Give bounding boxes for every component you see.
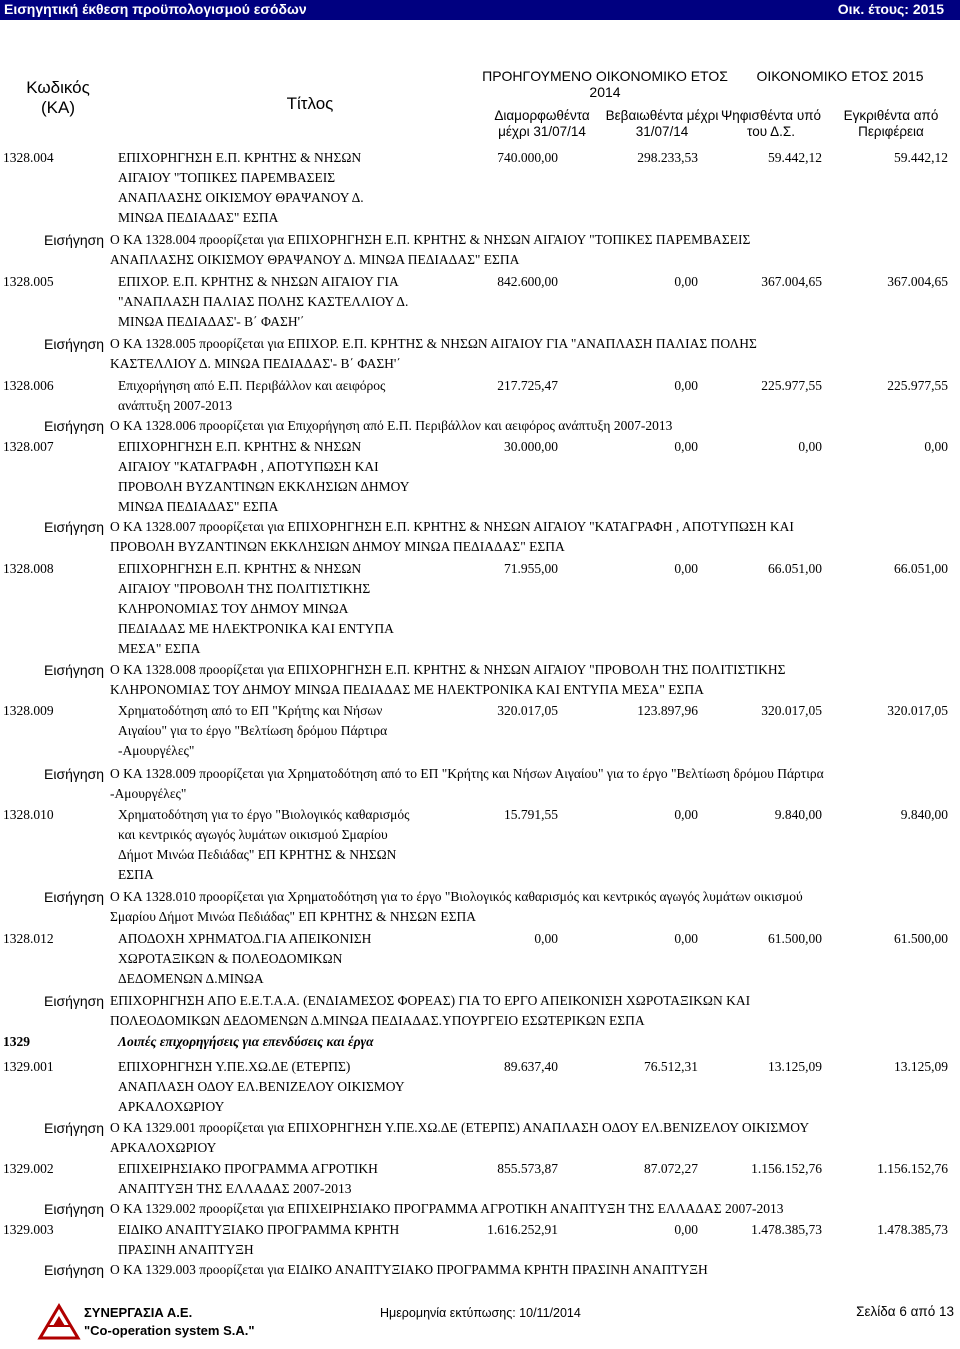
column-certified-header: Βεβαιωθέντα μέχρι 31/07/14 [605,108,719,139]
voted-amount: 1.156.152,76 [751,1161,822,1176]
page-number: Σελίδα 6 από 13 [856,1304,954,1319]
company-name-english: "Co-operation system S.A." [84,1323,255,1338]
formed-amount: 71.955,00 [504,561,558,576]
formed-amount: 0,00 [534,931,558,946]
proposal-text: Ο ΚΑ 1328.006 προορίζεται για Επιχορήγηση από Ε.Π. Περιβάλλον και αειφόρος ανάπτυξη 2007-2013 [110,418,673,433]
voted-amount: 1.478.385,73 [751,1222,822,1237]
formed-amount: 89.637,40 [504,1059,558,1074]
formed-amount: 1.616.252,91 [487,1222,558,1237]
column-group-previous-year: ΠΡΟΗΓΟΥΜΕΝΟ ΟΙΚΟΝΟΜΙΚΟ ΕΤΟΣ 2014 [482,68,728,101]
formed-amount: 842.600,00 [497,274,558,289]
approved-amount: 0,00 [924,439,948,454]
account-code: 1328.009 [3,703,54,718]
approved-amount: 9.840,00 [900,807,948,822]
column-code-header: Κωδικός (ΚΑ) [26,78,90,117]
voted-amount: 59.442,12 [768,150,822,165]
proposal-text: Ο ΚΑ 1328.008 προορίζεται για ΕΠΙΧΟΡΗΓΗΣΗ Ε.Π. ΚΡΗΤΗΣ & ΝΗΣΩΝ ΑΙΓΑΙΟΥ "ΠΡΟΒΟΛΗ ΤΗΣ ΠΟΛΙΤΙΣΤΙΚΗΣ ΚΛΗΡΟΝΟΜΙΑΣ ΤΟΥ ΔΗΜΟΥ ΜΙΝΩΑ ΠΕΔΙΑΔΑΣ ΜΕ ΗΛΕΚΤΡΟΝΙΚΑ ΚΑΙ ΕΝΤΥΠΑ ΜΕΣΑ" ΕΣΠΑ [110,662,786,697]
proposal-text: Ο ΚΑ 1329.003 προορίζεται για ΕΙΔΙΚΟ ΑΝΑΠΤΥΞΙΑΚΟ ΠΡΟΓΡΑΜΜΑ ΚΡΗΤΗ ΠΡΑΣΙΝΗ ΑΝΑΠΤΥΞΗ [110,1262,708,1277]
account-code: 1328.006 [3,378,54,393]
account-title: Χρηματοδότηση για το έργο "Βιολογικός καθαρισμός και κεντρικός αγωγός λυμάτων οικισμού Σμαρίου Δήμοτ Μινώα Πεδιάδας" ΕΠ ΚΡΗΤΗΣ & ΝΗΣΩΝ ΕΣΠΑ [118,807,410,882]
proposal-text: Ο ΚΑ 1329.001 προορίζεται για ΕΠΙΧΟΡΗΓΗΣΗ Υ.ΠΕ.ΧΩ.ΔΕ (ΕΤΕΡΠΣ) ΑΝΑΠΛΑΣΗ ΟΔΟΥ ΕΛ.ΒΕΝΙΖΕΛΟΥ ΟΙΚΙΣΜΟΥ ΑΡΚΑΛΟΧΩΡΙΟΥ [110,1120,810,1155]
formed-amount: 740.000,00 [497,150,558,165]
account-title: ΕΠΙΧΟΡ. Ε.Π. ΚΡΗΤΗΣ & ΝΗΣΩΝ ΑΙΓΑΙΟΥ ΓΙΑ "ΑΝΑΠΛΑΣΗ ΠΑΛΙΑΣ ΠΟΛΗΣ ΚΑΣΤΕΛΛΙΟΥ Δ. ΜΙΝΩΑ ΠΕΔΙΑΔΑΣ'- Β΄ ΦΑΣΗ'΄ [118,274,409,329]
certified-amount: 298.233,53 [637,150,698,165]
certified-amount: 0,00 [674,274,698,289]
formed-amount: 30.000,00 [504,439,558,454]
formed-amount: 15.791,55 [504,807,558,822]
proposal-label: Εισήγηση [44,662,105,678]
certified-amount: 0,00 [674,561,698,576]
proposal-text: ΕΠΙΧΟΡΗΓΗΣΗ ΑΠΟ Ε.Ε.Τ.Α.Α. (ΕΝΔΙΑΜΕΣΟΣ ΦΟΡΕΑΣ) ΓΙΑ ΤΟ ΕΡΓΟ ΑΠΕΙΚΟΝΙΣΗ ΧΩΡΟΤΑΞΙΚΩΝ ΚΑΙ ΠΟΛΕΟΔΟΜΙΚΩΝ ΔΕΔΟΜΕΝΩΝ Δ.ΜΙΝΩΑ ΠΕΔΙΑΔΑΣ.ΥΠΟΥΡΓΕΙΟ ΕΣΩΤΕΡΙΚΩΝ ΕΣΠΑ [110,993,751,1028]
column-voted-header: Ψηφισθέντα υπό του Δ.Σ. [720,108,822,139]
approved-amount: 13.125,09 [894,1059,948,1074]
account-title: ΕΠΙΧΟΡΗΓΗΣΗ Ε.Π. ΚΡΗΤΗΣ & ΝΗΣΩΝ ΑΙΓΑΙΟΥ "ΠΡΟΒΟΛΗ ΤΗΣ ΠΟΛΙΤΙΣΤΙΚΗΣ ΚΛΗΡΟΝΟΜΙΑΣ ΤΟΥ ΔΗΜΟΥ ΜΙΝΩΑ ΠΕΔΙΑΔΑΣ ΜΕ ΗΛΕΚΤΡΟΝΙΚΑ ΚΑΙ ΕΝΤΥΠΑ ΜΕΣΑ" ΕΣΠΑ [118,561,394,656]
account-title: ΕΠΙΧΟΡΗΓΗΣΗ Υ.ΠΕ.ΧΩ.ΔΕ (ΕΤΕΡΠΣ) ΑΝΑΠΛΑΣΗ ΟΔΟΥ ΕΛ.ΒΕΝΙΖΕΛΟΥ ΟΙΚΙΣΜΟΥ ΑΡΚΑΛΟΧΩΡΙΟΥ [118,1059,405,1114]
column-approved-header: Εγκριθέντα από Περιφέρεια [843,108,939,139]
account-code: 1328.010 [3,807,54,822]
proposal-text: Ο ΚΑ 1328.007 προορίζεται για ΕΠΙΧΟΡΗΓΗΣΗ Ε.Π. ΚΡΗΤΗΣ & ΝΗΣΩΝ ΑΙΓΑΙΟΥ "ΚΑΤΑΓΡΑΦΗ , ΑΠΟΤΥΠΩΣΗ ΚΑΙ ΠΡΟΒΟΛΗ ΒΥΖΑΝΤΙΝΩΝ ΕΚΚΛΗΣΙΩΝ ΔΗΜΟΥ ΜΙΝΩΑ ΠΕΔΙΑΔΑΣ" ΕΣΠΑ [110,519,794,554]
formed-amount: 217.725,47 [497,378,558,393]
proposal-text: Ο ΚΑ 1329.002 προορίζεται για ΕΠΙΧΕΙΡΗΣΙΑΚΟ ΠΡΟΓΡΑΜΜΑ ΑΓΡΟΤΙΚΗ ΑΝΑΠΤΥΞΗ ΤΗΣ ΕΛΛΑΔΑΣ 2007-2013 [110,1201,784,1216]
voted-amount: 0,00 [798,439,822,454]
account-title: ΕΠΙΧΟΡΗΓΗΣΗ Ε.Π. ΚΡΗΤΗΣ & ΝΗΣΩΝ ΑΙΓΑΙΟΥ "ΚΑΤΑΓΡΑΦΗ , ΑΠΟΤΥΠΩΣΗ ΚΑΙ ΠΡΟΒΟΛΗ ΒΥΖΑΝΤΙΝΩΝ ΕΚΚΛΗΣΙΩΝ ΔΗΜΟΥ ΜΙΝΩΑ ΠΕΔΙΑΔΑΣ" ΕΣΠΑ [118,439,410,514]
voted-amount: 367.004,65 [761,274,822,289]
voted-amount: 66.051,00 [768,561,822,576]
account-title: Χρηματοδότηση από το ΕΠ "Κρήτης και Νήσων Αιγαίου" για το έργο "Βελτίωση δρόμου Πάρτιρα -Αμουργέλες" [118,703,388,758]
account-title: ΑΠΟΔΟΧΗ ΧΡΗΜΑΤΟΔ.ΓΙΑ ΑΠΕΙΚΟΝΙΣΗ ΧΩΡΟΤΑΞΙΚΩΝ & ΠΟΛΕΟΔΟΜΙΚΩΝ ΔΕΔΟΜΕΝΩΝ Δ.ΜΙΝΩΑ [118,931,372,986]
approved-amount: 225.977,55 [887,378,948,393]
account-code: 1329.002 [3,1161,54,1176]
certified-amount: 0,00 [674,378,698,393]
company-name-greek: ΣΥΝΕΡΓΑΣΙΑ Α.Ε. [84,1305,193,1320]
column-group-current-year: ΟΙΚΟΝΟΜΙΚΟ ΕΤΟΣ 2015 [756,68,924,84]
account-code: 1328.007 [3,439,54,454]
account-title: ΕΠΙΧΕΙΡΗΣΙΑΚΟ ΠΡΟΓΡΑΜΜΑ ΑΓΡΟΤΙΚΗ ΑΝΑΠΤΥΞΗ ΤΗΣ ΕΛΛΑΔΑΣ 2007-2013 [118,1161,378,1196]
account-code: 1328.012 [3,931,54,946]
proposal-label: Εισήγηση [44,1201,105,1217]
voted-amount: 13.125,09 [768,1059,822,1074]
account-code: 1329.001 [3,1059,54,1074]
account-code: 1328.005 [3,274,54,289]
account-title: Λοιπές επιχορηγήσεις για επενδύσεις και έργα [118,1034,374,1049]
approved-amount: 66.051,00 [894,561,948,576]
proposal-label: Εισήγηση [44,1262,105,1278]
approved-amount: 320.017,05 [887,703,948,718]
account-code: 1329.003 [3,1222,54,1237]
fiscal-year: Οικ. έτους: 2015 [837,1,944,17]
formed-amount: 855.573,87 [497,1161,558,1176]
voted-amount: 9.840,00 [774,807,822,822]
account-code: 1328.004 [3,150,54,165]
certified-amount: 0,00 [674,807,698,822]
proposal-text: Ο ΚΑ 1328.005 προορίζεται για ΕΠΙΧΟΡ. Ε.Π. ΚΡΗΤΗΣ & ΝΗΣΩΝ ΑΙΓΑΙΟΥ ΓΙΑ "ΑΝΑΠΛΑΣΗ ΠΑΛΙΑΣ ΠΟΛΗΣ ΚΑΣΤΕΛΛΙΟΥ Δ. ΜΙΝΩΑ ΠΕΔΙΑΔΑΣ'- Β΄ ΦΑΣΗ'΄ [110,336,757,371]
account-title: ΕΠΙΧΟΡΗΓΗΣΗ Ε.Π. ΚΡΗΤΗΣ & ΝΗΣΩΝ ΑΙΓΑΙΟΥ "ΤΟΠΙΚΕΣ ΠΑΡΕΜΒΑΣΕΙΣ ΑΝΑΠΛΑΣΗΣ ΟΙΚΙΣΜΟΥ ΘΡΑΨΑΝΟΥ Δ. ΜΙΝΩΑ ΠΕΔΙΑΔΑΣ" ΕΣΠΑ [118,150,364,225]
voted-amount: 320.017,05 [761,703,822,718]
account-title: Επιχορήγηση από Ε.Π. Περιβάλλον και αειφόρος ανάπτυξη 2007-2013 [118,378,386,413]
certified-amount: 0,00 [674,1222,698,1237]
proposal-label: Εισήγηση [44,889,105,905]
voted-amount: 225.977,55 [761,378,822,393]
certified-amount: 123.897,96 [637,703,698,718]
proposal-text: Ο ΚΑ 1328.004 προορίζεται για ΕΠΙΧΟΡΗΓΗΣΗ Ε.Π. ΚΡΗΤΗΣ & ΝΗΣΩΝ ΑΙΓΑΙΟΥ "ΤΟΠΙΚΕΣ ΠΑΡΕΜΒΑΣΕΙΣ ΑΝΑΠΛΑΣΗΣ ΟΙΚΙΣΜΟΥ ΘΡΑΨΑΝΟΥ Δ. ΜΙΝΩΑ ΠΕΔΙΑΔΑΣ" ΕΣΠΑ [110,232,751,267]
approved-amount: 61.500,00 [894,931,948,946]
approved-amount: 367.004,65 [887,274,948,289]
approved-amount: 1.478.385,73 [877,1222,948,1237]
proposal-label: Εισήγηση [44,519,105,535]
account-code: 1329 [3,1034,30,1049]
account-code: 1328.008 [3,561,54,576]
proposal-label: Εισήγηση [44,418,105,434]
proposal-label: Εισήγηση [44,1120,105,1136]
report-title: Εισηγητική έκθεση προϋπολογισμού εσόδων [4,1,307,17]
proposal-label: Εισήγηση [44,993,105,1009]
certified-amount: 87.072,27 [644,1161,698,1176]
column-formed-header: Διαμορφωθέντα μέχρι 31/07/14 [494,108,590,139]
page-footer [0,1290,960,1349]
company-name [84,1304,255,1340]
proposal-label: Εισήγηση [44,766,105,782]
proposal-text: Ο ΚΑ 1328.010 προορίζεται για Χρηματοδότηση για το έργο "Βιολογικός καθαρισμός και κεντρικός αγωγός λυμάτων οικισμού Σμαρίου Δήμοτ Μινώα Πεδιάδας" ΕΠ ΚΡΗΤΗΣ & ΝΗΣΩΝ ΕΣΠΑ [110,889,803,924]
report-header-bar [0,0,960,20]
formed-amount: 320.017,05 [497,703,558,718]
company-logo-icon [36,1302,82,1342]
column-title-header: Τίτλος [286,94,334,113]
account-title: ΕΙΔΙΚΟ ΑΝΑΠΤΥΞΙΑΚΟ ΠΡΟΓΡΑΜΜΑ ΚΡΗΤΗ ΠΡΑΣΙΝΗ ΑΝΑΠΤΥΞΗ [118,1222,400,1257]
proposal-text: Ο ΚΑ 1328.009 προορίζεται για Χρηματοδότηση από το ΕΠ "Κρήτης και Νήσων Αιγαίου" για το έργο "Βελτίωση δρόμου Πάρτιρα -Αμουργέλες" [110,766,824,801]
proposal-label: Εισήγηση [44,336,105,352]
certified-amount: 0,00 [674,439,698,454]
certified-amount: 0,00 [674,931,698,946]
approved-amount: 59.442,12 [894,150,948,165]
voted-amount: 61.500,00 [768,931,822,946]
proposal-label: Εισήγηση [44,232,105,248]
approved-amount: 1.156.152,76 [877,1161,948,1176]
certified-amount: 76.512,31 [644,1059,698,1074]
print-date: Ημερομηνία εκτύπωσης: 10/11/2014 [380,1306,581,1320]
budget-entries [0,148,960,1286]
